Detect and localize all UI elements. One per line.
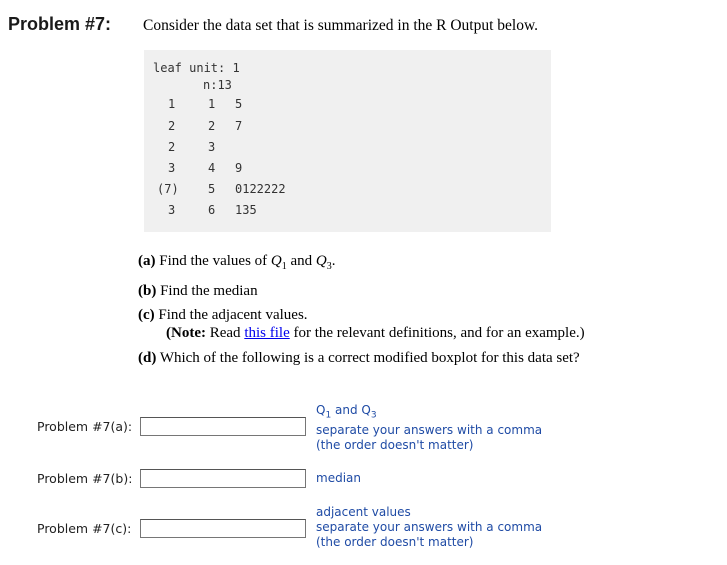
leaves-value: 9 bbox=[235, 161, 243, 175]
question-b-text: Find the median bbox=[160, 283, 258, 299]
question-a-text: Find the values of bbox=[159, 253, 268, 269]
question-c-label: (c) bbox=[138, 307, 155, 323]
depth-value: 1 bbox=[168, 97, 176, 111]
leaves-value: 0122222 bbox=[235, 182, 286, 196]
stem-value: 5 bbox=[208, 182, 216, 196]
hint-line: separate your answers with a comma bbox=[316, 423, 543, 438]
stem-value: 2 bbox=[208, 119, 216, 133]
r-output-box bbox=[144, 50, 551, 232]
hint-line: adjacent values bbox=[316, 505, 411, 519]
leaves-value: 7 bbox=[235, 119, 243, 133]
depth-value: 3 bbox=[168, 161, 176, 175]
stem-value: 1 bbox=[208, 97, 216, 111]
stem-value: 3 bbox=[208, 140, 216, 154]
question-a: (a) Find the values of $Q_1$ and $Q_3$. bbox=[138, 253, 336, 272]
answer-hint-b bbox=[316, 471, 361, 486]
leaves-value: 5 bbox=[235, 97, 243, 111]
leaf-unit-text: leaf unit: 1 bbox=[153, 61, 240, 75]
answer-label-a: Problem #7(a): bbox=[37, 419, 133, 434]
question-b-label: (b) bbox=[138, 283, 157, 299]
depth-value: 2 bbox=[168, 119, 176, 133]
question-d-text: Which of the following is a correct modified boxplot for this data set? bbox=[159, 350, 580, 366]
hint-line: (the order doesn't matter) bbox=[316, 535, 474, 549]
hint-line: separate your answers with a comma bbox=[316, 520, 543, 534]
answer-input-a[interactable] bbox=[140, 417, 306, 436]
answer-label-c: Problem #7(c): bbox=[37, 521, 132, 536]
question-a-label: (a) bbox=[138, 253, 156, 269]
this-file-link[interactable]: this file bbox=[244, 325, 290, 341]
question-d-label: (d) bbox=[138, 350, 157, 366]
question-d bbox=[138, 350, 580, 367]
question-c-note bbox=[166, 325, 585, 342]
answer-label-b: Problem #7(b): bbox=[37, 471, 133, 486]
hint-line: (the order doesn't matter) bbox=[316, 438, 474, 453]
hint-q1-q3: $Q_1$ and $Q_3$ bbox=[316, 403, 377, 421]
answer-hint-a bbox=[316, 403, 542, 453]
problem-intro: Consider the data set that is summarized in the R Output below. bbox=[143, 17, 539, 34]
leaves-value: 135 bbox=[235, 203, 257, 217]
note-label: (Note: bbox=[166, 325, 206, 341]
stem-value: 4 bbox=[208, 161, 216, 175]
n-count-text: n:13 bbox=[203, 78, 232, 92]
question-a-and: and bbox=[290, 253, 313, 269]
question-c bbox=[138, 307, 308, 324]
hint-line: median bbox=[316, 471, 361, 485]
depth-value: 3 bbox=[168, 203, 176, 217]
stem-value: 6 bbox=[208, 203, 216, 217]
depth-value: 2 bbox=[168, 140, 176, 154]
question-b bbox=[138, 283, 258, 300]
answer-hint-c bbox=[316, 505, 542, 550]
answer-input-c[interactable] bbox=[140, 519, 306, 538]
question-c-text: Find the adjacent values. bbox=[158, 307, 308, 323]
problem-number: Problem #7: bbox=[8, 14, 112, 34]
note-post: for the relevant definitions, and for an example.) bbox=[293, 325, 585, 341]
depth-value: (7) bbox=[157, 182, 179, 196]
note-pre: Read bbox=[209, 325, 241, 341]
answer-input-b[interactable] bbox=[140, 469, 306, 488]
